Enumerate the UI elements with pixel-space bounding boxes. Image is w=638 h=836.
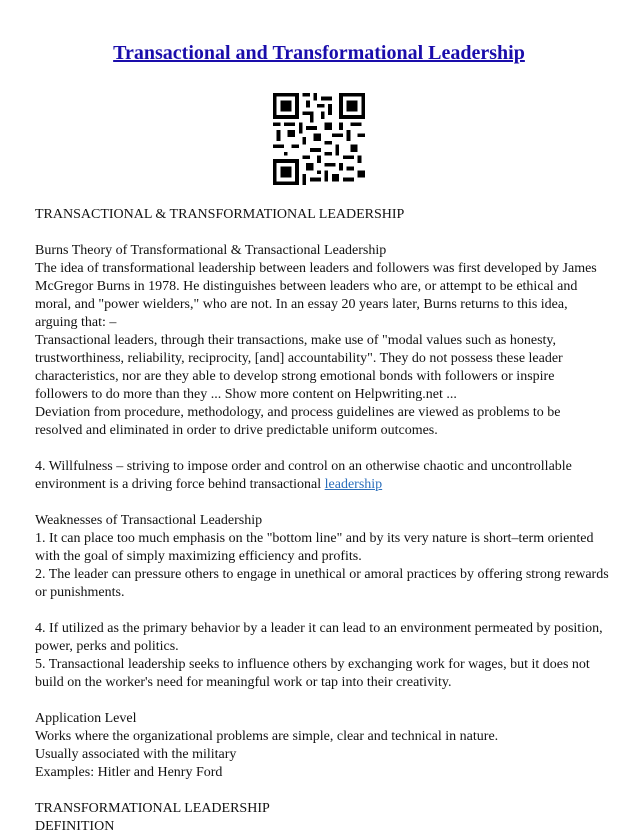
application-item-1: Works where the organizational problems are simple, clear and technical in nature. bbox=[35, 729, 499, 744]
application-item-3: Examples: Hitler and Henry Ford bbox=[35, 765, 223, 780]
document-title bbox=[0, 40, 638, 66]
paragraph-burns-intro: The idea of transformational leadership between leaders and followers was first developed by James McGregor Burns in 1978. He distinguishes between leaders who are, or attempt to be ethical and moral, and "power wielders," who are not. In an essay 20 years later, Burns returns to this idea, arguing that: – bbox=[35, 261, 597, 330]
weakness-item-5: 5. Transactional leadership seeks to influence others by exchanging work for wages, but it does not build on the worker's need for meaningful work or tap into their creativity. bbox=[35, 657, 590, 690]
weakness-item-1: 1. It can place too much emphasis on the "bottom line" and by its very nature is short–term oriented with the goal of simply maximizing efficiency and profits. bbox=[35, 531, 594, 564]
application-level-heading: Application Level bbox=[35, 711, 137, 726]
definition-heading: DEFINITION bbox=[35, 819, 115, 834]
weakness-item-4: 4. If utilized as the primary behavior by a leader it can lead to an environment permeated by position, power, perks and politics. bbox=[35, 621, 603, 654]
weaknesses-heading: Weaknesses of Transactional Leadership bbox=[35, 513, 263, 528]
paragraph-deviation: Deviation from procedure, methodology, and process guidelines are viewed as problems to be resolved and eliminated in order to drive predictable uniform outcomes. bbox=[35, 405, 561, 438]
section-heading-transactional: TRANSACTIONAL & TRANSFORMATIONAL LEADERSHIP bbox=[35, 207, 405, 222]
document-body bbox=[35, 206, 610, 836]
paragraph-willfulness bbox=[35, 458, 610, 494]
willfulness-text: 4. Willfulness – striving to impose order and control on an otherwise chaotic and uncontrollable environment is a driving force behind transactional bbox=[35, 459, 572, 492]
section-heading-transformational: TRANSFORMATIONAL LEADERSHIP bbox=[35, 801, 270, 816]
burns-theory-heading: Burns Theory of Transformational & Transactional Leadership bbox=[35, 243, 387, 258]
application-item-2: Usually associated with the military bbox=[35, 747, 237, 762]
paragraph-transactional-leaders: Transactional leaders, through their transactions, make use of "modal values such as honesty, trustworthiness, reliability, reciprocity, [and] accountability". They do not possess these leader characteristics, nor are they able to develop strong emotional bonds with followers or inspire followers to do more than they ... Show more content on Helpwriting.net ... bbox=[35, 333, 563, 402]
leadership-link[interactable]: leadership bbox=[324, 477, 383, 492]
title-link[interactable]: Transactional and Transformational Leadership bbox=[113, 42, 525, 64]
qr-code-icon bbox=[273, 93, 365, 185]
weakness-item-2: 2. The leader can pressure others to engage in unethical or amoral practices by offering strong rewards or punishments. bbox=[35, 567, 609, 600]
